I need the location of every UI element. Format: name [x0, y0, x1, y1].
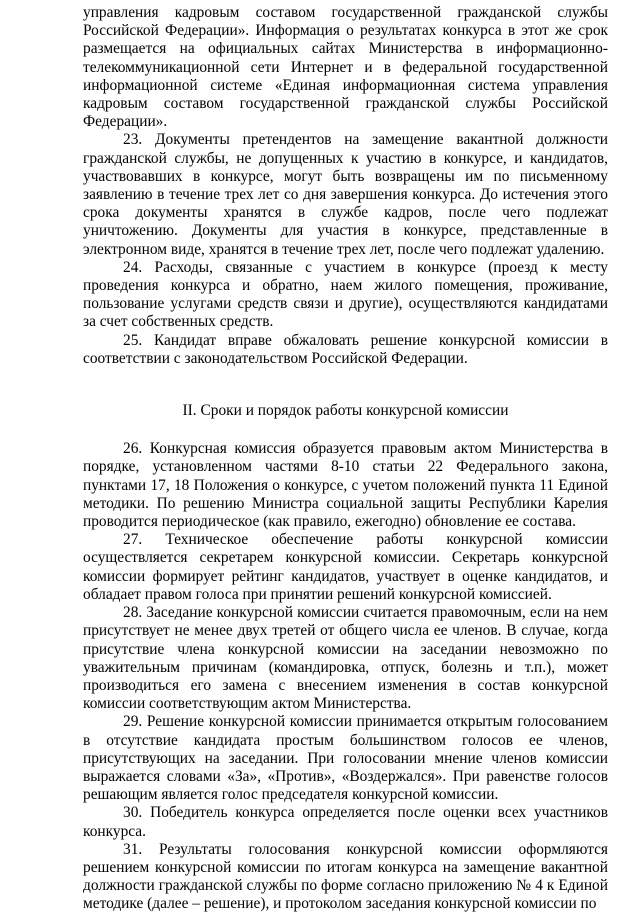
- paragraph-26: 26. Конкурсная комиссия образуется правовым актом Министерства в порядке, установленном частями 8-10 статьи 22 Федерального закона, пунктами 17, 18 Положения о конкурсе, с учетом положений пункта 11 Единой методики. По решению Министра социальной защиты Республики Карелия проводится периодическое (как правило, ежегодно) обновление ее состава.: [83, 440, 608, 531]
- paragraph-30: 30. Победитель конкурса определяется после оценки всех участников конкурса.: [83, 804, 608, 840]
- paragraph-23: 23. Документы претендентов на замещение вакантной должности гражданской службы, не допущенных к участию в конкурсе, и кандидатов, участвовавших в конкурсе, могут быть возвращены им по письменному заявлению в течение трех лет со дня завершения конкурса. До истечения этого срока документы хранятся в службе кадров, после чего подлежат уничтожению. Документы для участия в конкурсе, представленные в электронном виде, хранятся в течение трех лет, после чего подлежат удалению.: [83, 131, 608, 258]
- paragraph-29: 29. Решение конкурсной комиссии принимается открытым голосованием в отсутствие кандидата простым большинством голосов ее членов, присутствующих на заседании. При голосовании мнение членов комиссии выражается словами «За», «Против», «Воздержался». При равенстве голосов решающим является голос председателя конкурсной комиссии.: [83, 713, 608, 804]
- paragraph-25: 25. Кандидат вправе обжаловать решение конкурсной комиссии в соответствии с законодательством Российской Федерации.: [83, 331, 608, 367]
- paragraph-continuation: управления кадровым составом государственной гражданской службы Российской Федерации». Информация о результатах конкурса в этот же срок размещается на официальных сайтах Министерства в информационно-телекоммуникационной сети Интернет и в федеральной государственной информационной системе «Единая информационная система управления кадровым составом государственной гражданской службы Российской Федерации».: [83, 4, 608, 131]
- paragraph-27: 27. Техническое обеспечение работы конкурсной комиссии осуществляется секретарем конкурсной комиссии. Секретарь конкурсной комиссии формирует рейтинг кандидатов, участвует в оценке кандидатов, и обладает правом голоса при принятии решений конкурсной комиссией.: [83, 531, 608, 603]
- section-heading: II. Сроки и порядок работы конкурсной комиссии: [182, 402, 509, 420]
- paragraph-24: 24. Расходы, связанные с участием в конкурсе (проезд к месту проведения конкурса и обратно, наем жилого помещения, проживание, пользование услугами средств связи и другие), осуществляются кандидатами за счет собственных средств.: [83, 258, 608, 331]
- paragraph-28: 28. Заседание конкурсной комиссии считается правомочным, если на нем присутствует не менее двух третей от общего числа ее членов. В случае, когда присутствие члена конкурсной комиссии на заседании невозможно по уважительным причинам (командировка, отпуск, болезнь и т.п.), может производиться его замена с внесением изменения в состав конкурсной комиссии соответствующим актом Министерства.: [83, 604, 608, 713]
- paragraph-31: 31. Результаты голосования конкурсной комиссии оформляются решением конкурсной комиссии по итогам конкурса на замещение вакантной должности гражданской службы по форме согласно приложению № 4 к Единой методике (далее – решение), и протоколом заседания конкурсной комиссии по: [83, 840, 608, 913]
